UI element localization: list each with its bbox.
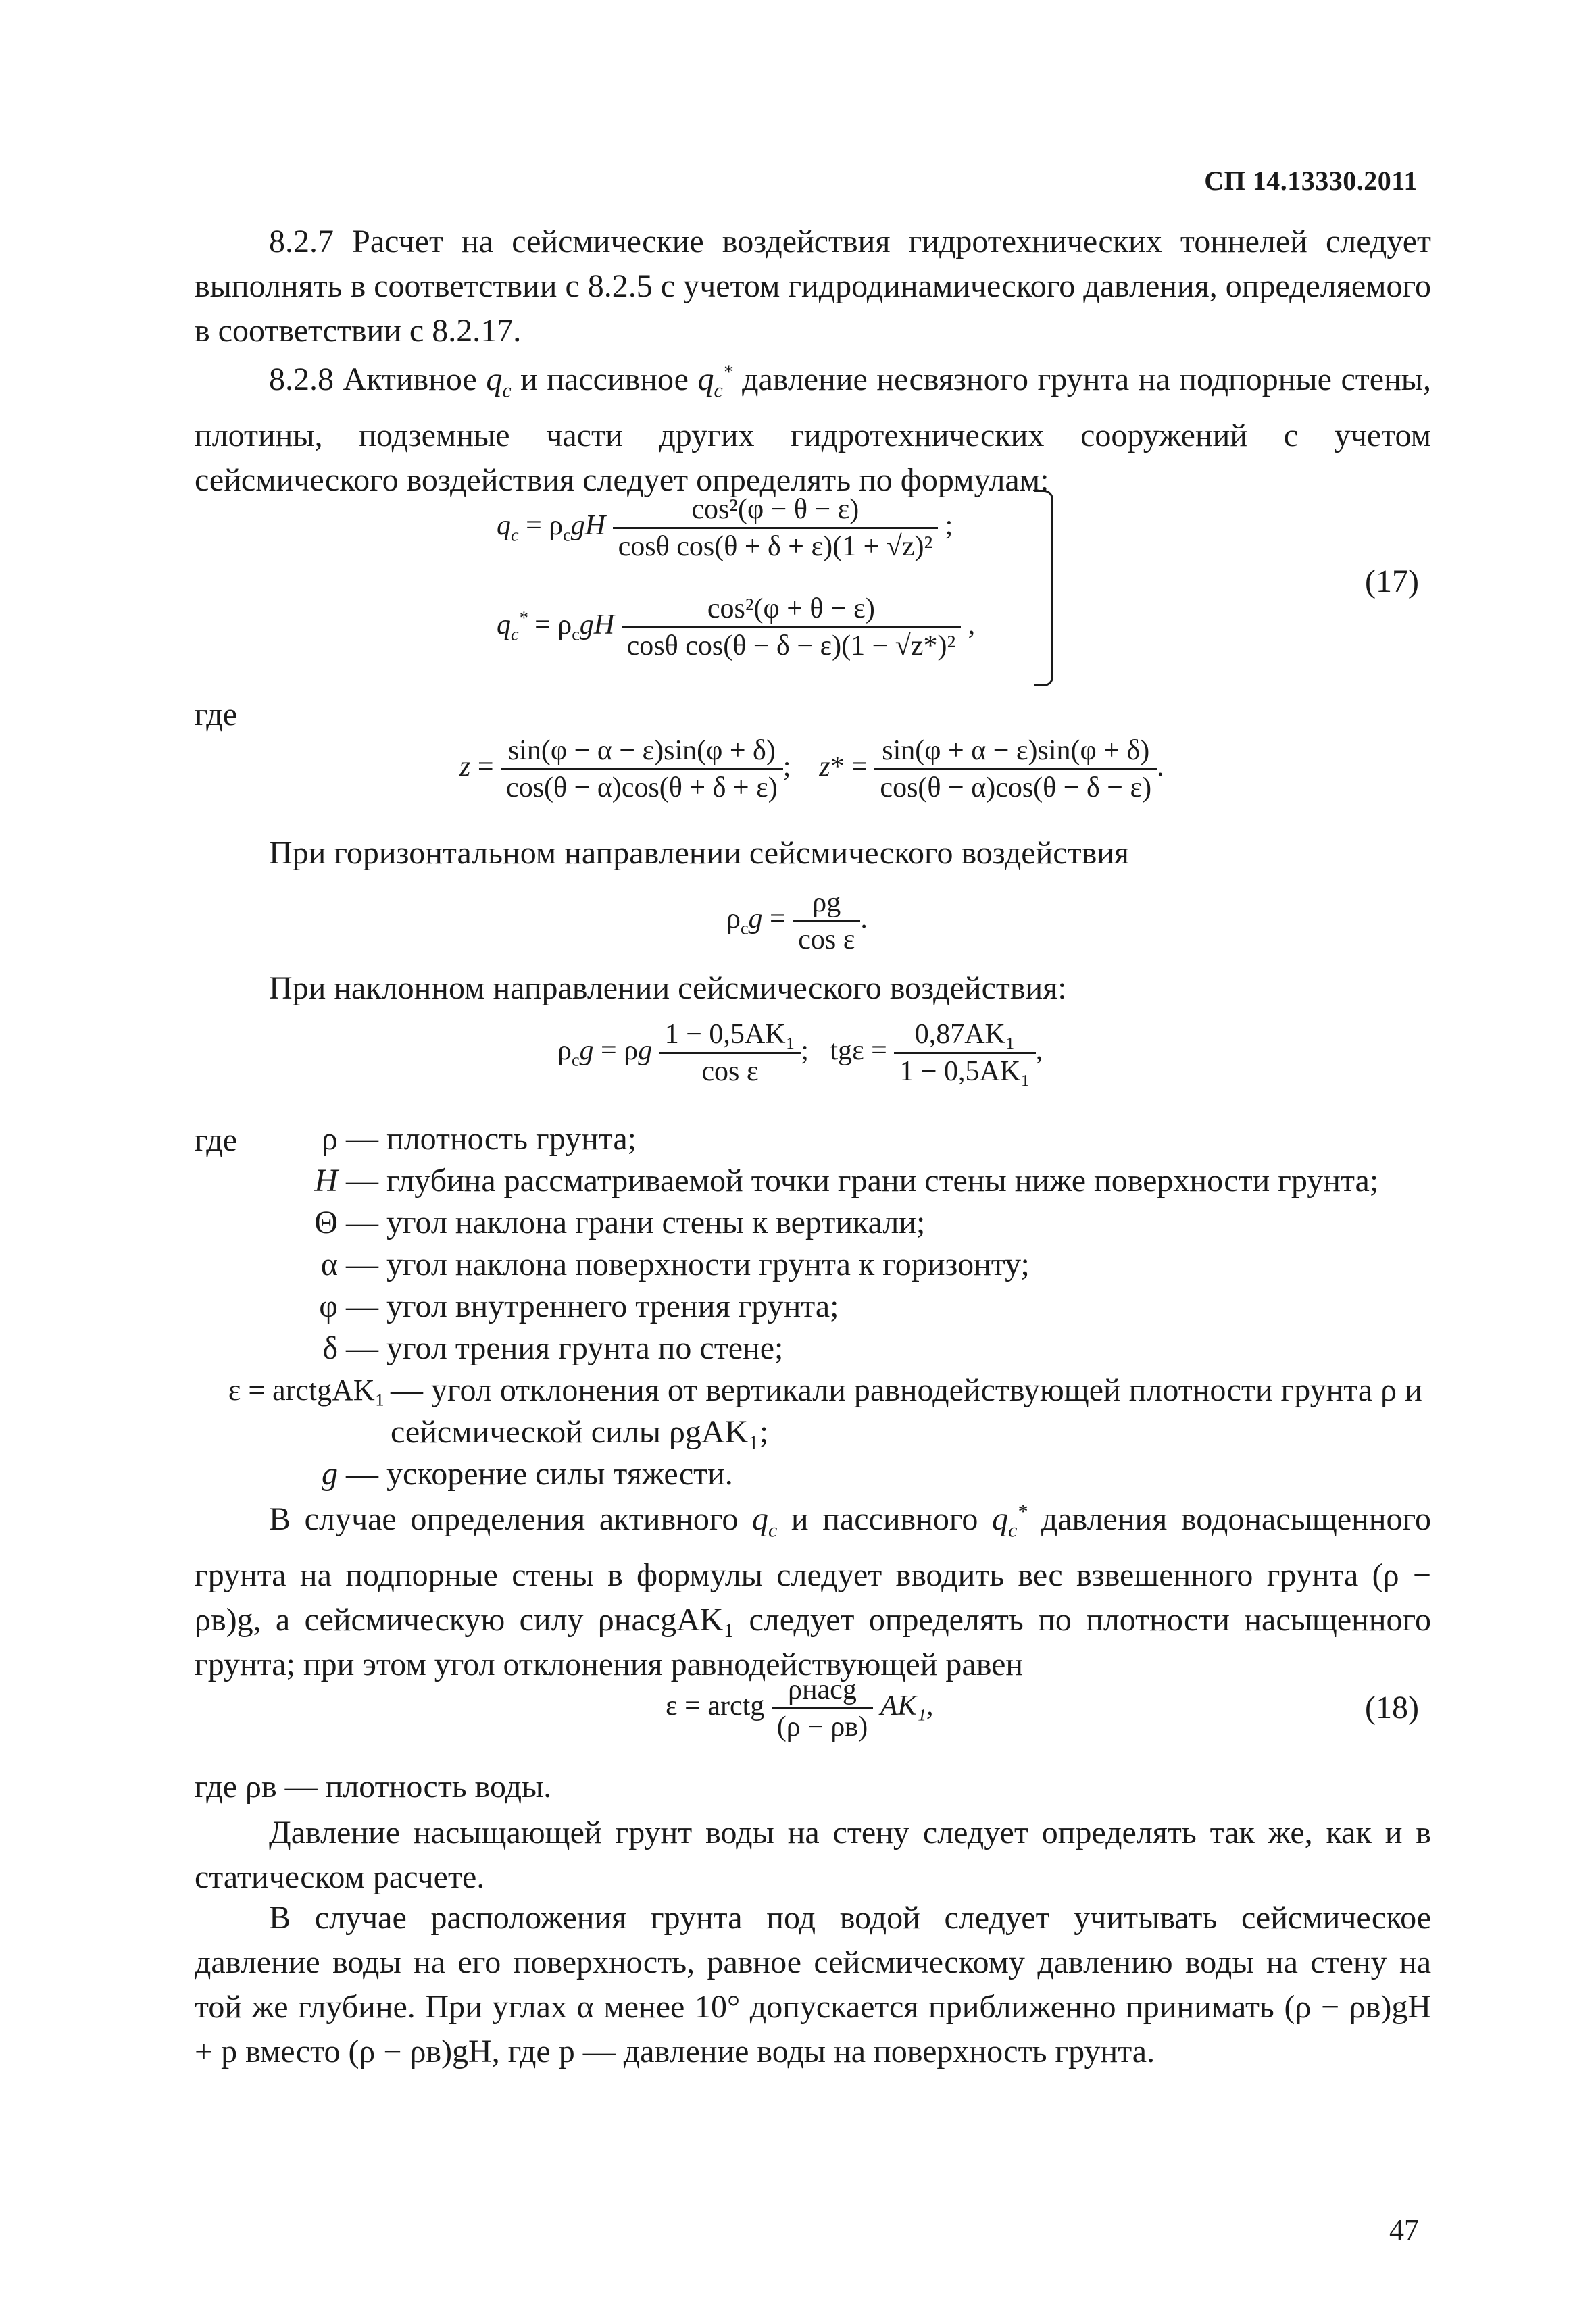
formula-qc: $q_c = \rho_cgH$ $\frac{\text{cos²(φ − θ − ε)}}{\text{cosθ cos(θ + δ + ε)(1 + √z)²}}$ ; (497, 492, 953, 564)
qc-denominator: cosθ cos(θ + δ + ε)(1 + √z)² (618, 531, 933, 562)
horizontal-direction-text: При горизонтальном направлении сейсмического воздействия (269, 835, 1130, 871)
z-numerator: sin(φ − α − ε)sin(φ + δ) (501, 733, 783, 770)
page-number: 47 (1389, 2213, 1419, 2246)
qc-symbol: $q_c$ (486, 361, 512, 402)
incl-den-1: cos ε (701, 1056, 759, 1087)
eq18-denominator: (ρ − ρв) (776, 1711, 868, 1742)
paragraph-water-pressure: Давление насыщающей грунт воды на стену следует определять так же, как и в статическом расчете. (195, 1815, 1431, 1895)
right-brace (1034, 490, 1053, 686)
qc-star-denominator: cosθ cos(θ − δ − ε)(1 − √z*)² (626, 630, 956, 661)
paragraph-underwater-soil: В случае расположения грунта под водой следует учитывать сейсмическое давление воды на его поверхность, равное сейсмическому давлению воды на стену на той же глубине. При углах α менее 10° допускается приближенно принимать (ρ − ρв)gH + p вместо (ρ − ρв)gH, где p — давление воды на поверхность грунта. (195, 1900, 1431, 2069)
inclined-direction-text: При наклонном направлении сейсмического воздействия: (269, 970, 1067, 1006)
paragraph-8-2-7: 8.2.7 Расчет на сейсмические воздействия гидротехнических тоннелей следует выполнять в соответствии с 8.2.5 с учетом гидродинамического давления, определяемого в соответствии с 8.2.17. (195, 224, 1431, 349)
z-denominator: cos(θ − α)cos(θ + δ + ε) (506, 772, 778, 803)
water-density-definition: где ρв — плотность воды. (195, 1769, 552, 1805)
incl-num-2: 0,87AK₁ (894, 1017, 1036, 1054)
equation-number-17: (17) (1365, 563, 1419, 599)
horiz-denominator: cos ε (798, 924, 855, 955)
p828-rest: давление несвязного грунта на подпорные стены, плотины, подземные части других гидротехнических сооружений с учетом сейсмического воздействия следует определять по формулам: (195, 361, 1432, 498)
document-page: СП 14.13330.2011 8.2.7 Расчет на сейсмические воздействия гидротехнических тоннелей следует выполнять в соответствии с 8.2.5 с учетом гидродинамического давления, определяемого в соответствии с 8.2.17. 8.2.8 Активное $q_c$ и пассивное $q_c^*$ давление несвязного грунта на подпорные стены, плотины, подземные части других гидротехнических сооружений с учетом сейсмического воздействия следует определять по формулам: $q_c = \rho_cgH$ $\frac{\text{cos²(φ − θ − ε)}}{\text{cosθ cos(θ + δ + ε)(1 + √z)²}}$ ; $q_c^* = \rho_cgH$ $\frac{\text{cos²(φ + θ − ε)}}{\text{cosθ cos(θ − δ − ε)(1 − √z*)²}}$ , (17) где z = $\frac{\sin(\varphi - \alpha - \varepsilon)\sin(\varphi + \delta)}{\cos(\theta - \alpha)\cos(\theta + \delta + \varepsilon)}$ ; z* = $\frac{\sin(\varphi + \alpha - \varepsilon)\sin(\varphi + \delta)}{\cos(\theta - \alpha)\cos(\theta - \delta - \varepsilon)}$ . При горизонтальном направлении сейсмического воздействия $\rho_cg$ = $\frac{\rho g}{\text{cos ε}}$ . При наклонном направлении сейсмического воздействия: $\rho_cg = \rho g$ $\frac{\text{1 − 0,5AK₁}}{\text{cos ε}}$ ; tgε = $\frac{\text{0,87AK₁}}{\text{1 − 0,5AK₁}}$ , где ρ — плотность грунта; H — глубина рассматриваемой точки грани стены ниже поверхности грунта; Θ — угол наклона грани стены к вертикали; α — угол наклона поверхности грунта к горизонту; φ — угол внутреннего трения грунта; δ — угол трения грунта по стене; ε = arctgAK₁ — угол отклонения от вертикали равнодействующей плотности грунта ρ и сейсмической силы ρgAK₁; g — ускорение силы тяжести. В случае определения активного $q_c$ и пассивного $q_c^*$ давления водонасыщенного грунта на подпорные стены в формулы следует вводить вес взвешенного грунта (ρ − ρв)g, а сейсмическую силу ρнасgAK₁ следует определять по плотности насыщенного грунта; при этом угол отклонения равнодействующей равен ε = arctg $\frac{\text{ρнасg}}{(\rho - \rho в)}$ AK₁, (18) где ρв — плотность воды. Давление насыщающей грунт воды на стену следует определять так же, как и в статическом расчете. В случае расположения грунта под водой следует учитывать сейсмическое давление воды на его поверхность, равное сейсмическому давлению воды на стену на той же глубине. При углах α менее 10° допускается приближенно принимать (ρ − ρв)gH + p вместо (ρ − ρв)gH, где p — давление воды на поверхность грунта. 47 (195, 166, 1432, 2246)
horiz-numerator: ρg (793, 885, 860, 922)
qc-numerator: cos²(φ − θ − ε) (613, 492, 938, 529)
equation-number-18: (18) (1365, 1690, 1419, 1726)
formula-z: z = $\frac{\sin(\varphi - \alpha - \varepsilon)\sin(\varphi + \delta)}{\cos(\theta - \alpha)\cos(\theta + \delta + \varepsilon)}$ ; z* = $\frac{\sin(\varphi + \alpha - \varepsilon)\sin(\varphi + \delta)}{\cos(\theta - \alpha)\cos(\theta - \delta - \varepsilon)}$ . (459, 733, 1164, 805)
formula-inclined: $\rho_cg = \rho g$ $\frac{\text{1 − 0,5AK₁}}{\text{cos ε}}$ ; tgε = $\frac{\text{0,87AK₁}}{\text{1 − 0,5AK₁}}$ , (557, 1017, 1043, 1089)
eq18-numerator: ρнасg (772, 1672, 873, 1709)
document-code: СП 14.13330.2011 (1204, 166, 1418, 196)
p828-prefix: 8.2.8 Активное (269, 361, 477, 397)
formula-horizontal: $\rho_cg$ = $\frac{\rho g}{\text{cos ε}}$ . (726, 885, 868, 957)
qc-star-numerator: cos²(φ + θ − ε) (622, 591, 961, 628)
incl-num-1: 1 − 0,5AK₁ (659, 1017, 801, 1054)
paragraph-8-2-8 (195, 350, 1431, 503)
incl-den-2: 1 − 0,5AK₁ (899, 1056, 1030, 1087)
formula-qc-star: $q_c^* = \rho_cgH$ $\frac{\text{cos²(φ + θ − ε)}}{\text{cosθ cos(θ − δ − ε)(1 − √z*)²}}$ , (497, 591, 975, 663)
where-label-1: где (195, 697, 238, 732)
paragraph-saturated-soil: В случае определения активного $q_c$ и пассивного $q_c^*$ давления водонасыщенного грунта на подпорные стены в формулы следует вводить вес взвешенного грунта (ρ − ρв)g, а сейсмическую силу ρнасgAK₁ следует определять по плотности насыщенного грунта; при этом угол отклонения равнодействующей равен (195, 1501, 1432, 1682)
z-star-numerator: sin(φ + α − ε)sin(φ + δ) (874, 733, 1157, 770)
z-star-denominator: cos(θ − α)cos(θ − δ − ε) (880, 772, 1152, 803)
p828-mid: и пассивное (520, 361, 689, 397)
qc-star-symbol: $q_c^*$ (697, 361, 733, 402)
where-label-2: где (195, 1122, 238, 1158)
formula-18: ε = arctg $\frac{\text{ρнасg}}{(\rho - \rho в)}$ AK₁, (666, 1672, 933, 1744)
